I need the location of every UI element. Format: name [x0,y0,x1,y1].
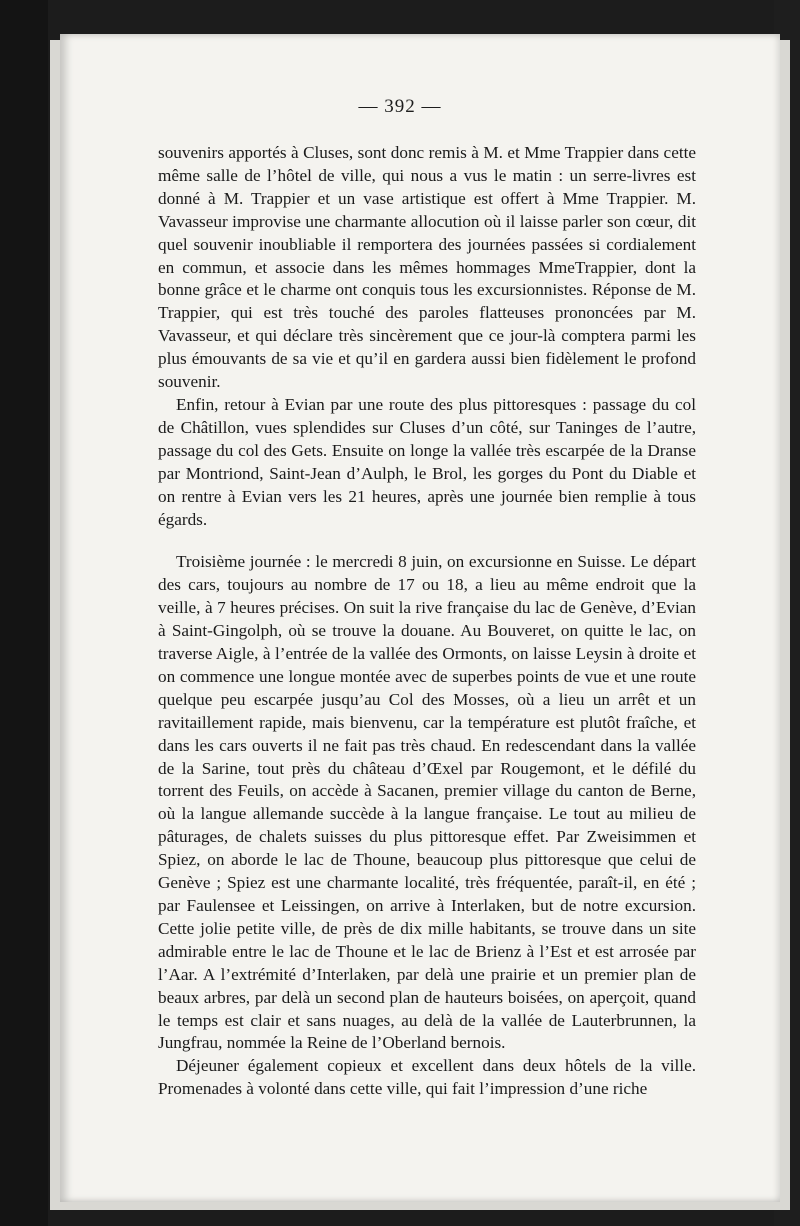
paragraph-1: souvenirs apportés à Cluses, sont donc remis à M. et Mme Trappier dans cette même salle de l’hôtel de ville, qui nous a vus le matin : un serre-livres est donné à M. Trappier et un vase artistique est offert à Mme Trappier. M. Vavasseur improvise une charmante allocution où il laisse parler son cœur, dit quel souvenir inoubliable il remportera des journées passées si cordialement en commun, et associe dans les mêmes hommages MmeTrappier, dont la bonne grâce et le charme ont conquis tous les excursionnistes. Réponse de M. Trappier, qui est très touché des paroles flatteuses prononcées par M. Vavasseur, et qui déclare très sincèrement que ce jour-là comptera parmi les plus émouvants de sa vie et qu’il en gardera aussi bien fidèlement le profond souvenir. [158,143,696,392]
paragraph-2: Enfin, retour à Evian par une route des plus pittoresques : passage du col de Châtillon, vues splendides sur Cluses d’un côté, sur Taninges de l’autre, passage du col des Gets. Ensuite on longe la vallée très escarpée de la Dranse par Montriond, Saint-Jean d’Aulph, le Brol, les gorges du Pont du Diable et on rentre à Evian vers les 21 heures, après une journée bien remplie à tous égards. [158,394,696,529]
paragraph-4: Déjeuner également copieux et excellent dans deux hôtels de la ville. Promenades à volonté dans cette ville, qui fait l’impression d’une riche [158,1056,696,1099]
book-spine-shadow [0,0,48,1226]
page-number: — 392 — [358,96,442,117]
paragraph-3: Troisième journée : le mercredi 8 juin, on excursionne en Suisse. Le départ des cars, toujours au nombre de 17 ou 18, a lieu au même endroit que la veille, à 7 heures précises. On suit la rive française du lac de Genève, d’Evian à Saint-Gingolph, où se trouve la douane. Au Bouveret, on quitte le lac, on traverse Aigle, à l’entrée de la vallée des Ormonts, on laisse Leysin à droite et on commence une longue montée avec de superbes points de vue et une route quelque peu escarpée jusqu’au Col des Mosses, où a lieu un arrêt et un ravitaillement rapide, mais bienvenu, car la température est plutôt fraîche, et dans les cars ouverts il ne fait pas très chaud. En redescendant dans la vallée de la Sarine, tout près du château d’Œxel par Rougemont, et le défilé du torrent des Feuils, on accède à Sacanen, premier village du canton de Berne, où la langue allemande succède à la langue française. Le tout au milieu de pâturages, de chalets suisses du plus pittoresque effet. Par Zweisimmen et Spiez, on aborde le lac de Thoune, beaucoup plus pittoresque que celui de Genève ; Spiez est une charmante localité, très fréquentée, paraît-il, en été ; par Faulensee et Leissingen, on arrive à Interlaken, but de notre excursion. Cette jolie petite ville, de près de dix mille habitants, se trouve dans un site admirable entre le lac de Thoune et le lac de Brienz à l’Est et est arrosée par l’Aar. A l’extrémité d’Interlaken, par delà une prairie et un premier plan de beaux arbres, par delà un second plan de hauteurs boisées, on aperçoit, quand le temps est clair et sans nuages, au delà de la vallée de Lauterbrunnen, la Jungfrau, nommée la Reine de l’Oberland bernois. [158,552,696,1053]
page-body [158,142,696,1101]
